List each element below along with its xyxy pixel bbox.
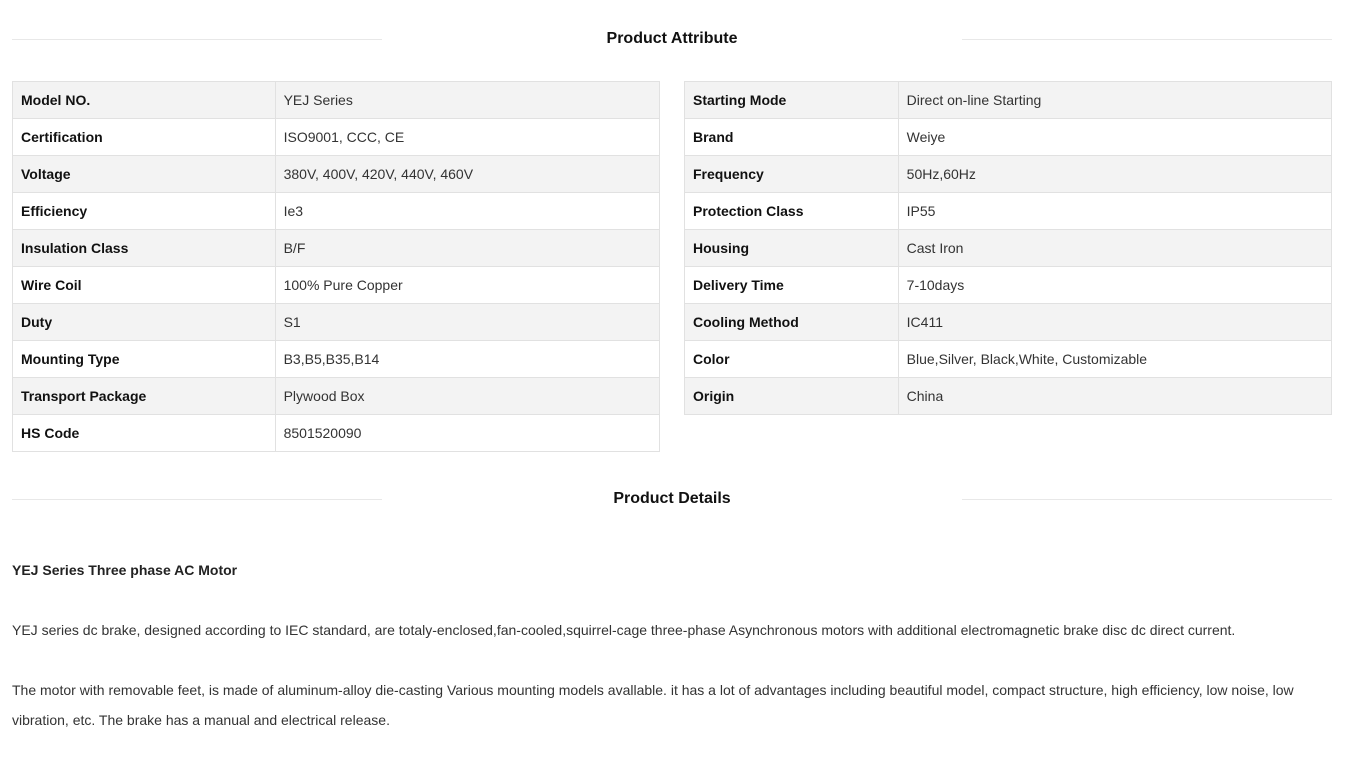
table-row: [685, 119, 1332, 156]
table-row: [13, 304, 660, 341]
divider: [962, 39, 1332, 40]
attribute-value: IC411: [898, 304, 1331, 341]
attribute-value: YEJ Series: [275, 82, 659, 119]
attribute-key: Housing: [685, 230, 899, 267]
table-row: [685, 82, 1332, 119]
attribute-value: B/F: [275, 230, 659, 267]
details-paragraph: The motor with removable feet, is made of aluminum-alloy die-casting Various mounting models avallable. it has a lot of advantages including beautiful model, compact structure, high efficiency, low noise, low vibration, etc. The brake has a manual and electrical release.: [12, 682, 1294, 728]
attribute-key: Duty: [13, 304, 276, 341]
attribute-key: Transport Package: [13, 378, 276, 415]
attribute-value: Ie3: [275, 193, 659, 230]
attribute-key: Mounting Type: [13, 341, 276, 378]
attribute-key: Protection Class: [685, 193, 899, 230]
attribute-value: Plywood Box: [275, 378, 659, 415]
table-row: [13, 82, 660, 119]
attribute-value: Cast Iron: [898, 230, 1331, 267]
attribute-value: B3,B5,B35,B14: [275, 341, 659, 378]
attribute-key: Model NO.: [13, 82, 276, 119]
table-row: [13, 156, 660, 193]
table-row: [13, 415, 660, 452]
table-row: [685, 156, 1332, 193]
attribute-value: Weiye: [898, 119, 1331, 156]
product-details-header: [12, 487, 1332, 511]
attribute-key: HS Code: [13, 415, 276, 452]
table-row: [685, 341, 1332, 378]
attribute-table-left: [12, 81, 660, 452]
product-details-title: Product Details: [613, 490, 731, 507]
attribute-key: Delivery Time: [685, 267, 899, 304]
table-row: [13, 230, 660, 267]
table-row: [685, 230, 1332, 267]
product-attribute-header: [12, 27, 1332, 51]
attribute-key: Cooling Method: [685, 304, 899, 341]
divider: [962, 499, 1332, 500]
table-row: [13, 378, 660, 415]
attribute-value: 100% Pure Copper: [275, 267, 659, 304]
attribute-key: Frequency: [685, 156, 899, 193]
table-row: [685, 304, 1332, 341]
details-heading: YEJ Series Three phase AC Motor: [12, 562, 238, 578]
attribute-key: Efficiency: [13, 193, 276, 230]
attribute-value: 380V, 400V, 420V, 440V, 460V: [275, 156, 659, 193]
spacer: [12, 585, 1332, 615]
details-paragraph: YEJ series dc brake, designed according to IEC standard, are totaly-enclosed,fan-cooled,squirrel-cage three-phase Asynchronous motors with additional electromagnetic brake disc dc direct current.: [12, 622, 1236, 638]
table-row: [685, 193, 1332, 230]
attribute-key: Origin: [685, 378, 899, 415]
product-details-body: [12, 555, 1332, 735]
attribute-value: 50Hz,60Hz: [898, 156, 1331, 193]
attribute-value: China: [898, 378, 1331, 415]
attribute-key: Brand: [685, 119, 899, 156]
attribute-value: Blue,Silver, Black,White, Customizable: [898, 341, 1331, 378]
attribute-value: ISO9001, CCC, CE: [275, 119, 659, 156]
attribute-value: Direct on-line Starting: [898, 82, 1331, 119]
spacer: [12, 645, 1332, 675]
table-row: [13, 119, 660, 156]
attribute-table-right: [684, 81, 1332, 415]
table-row: [13, 341, 660, 378]
table-row: [13, 267, 660, 304]
attribute-value: S1: [275, 304, 659, 341]
table-row: [685, 378, 1332, 415]
attribute-key: Starting Mode: [685, 82, 899, 119]
attribute-key: Wire Coil: [13, 267, 276, 304]
attribute-value: IP55: [898, 193, 1331, 230]
attribute-value: 7-10days: [898, 267, 1331, 304]
table-row: [13, 193, 660, 230]
attribute-key: Insulation Class: [13, 230, 276, 267]
attribute-key: Voltage: [13, 156, 276, 193]
attribute-key: Color: [685, 341, 899, 378]
attribute-key: Certification: [13, 119, 276, 156]
table-row: [685, 267, 1332, 304]
attribute-value: 8501520090: [275, 415, 659, 452]
product-attribute-title: Product Attribute: [606, 30, 738, 47]
